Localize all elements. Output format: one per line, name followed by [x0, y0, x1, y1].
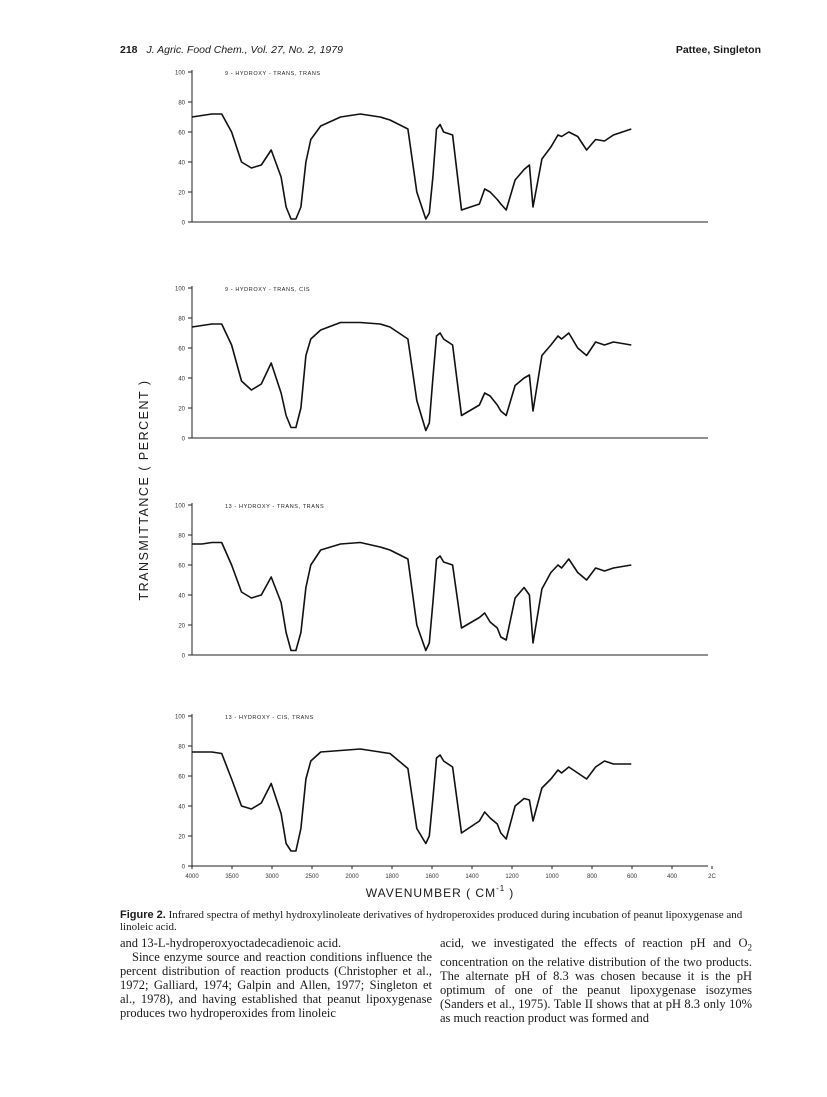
y-tick-label: 80: [178, 744, 185, 751]
figure-caption: [120, 909, 760, 933]
spectrum-title: 13 - HYDROXY - CIS, TRANS: [225, 715, 314, 721]
y-tick-label: 40: [178, 160, 185, 167]
spectrum-title: 9 - HYDROXY - TRANS, TRANS: [225, 71, 321, 77]
y-tick-label: 40: [178, 804, 185, 811]
y-tick-label: 60: [178, 346, 185, 353]
x-tick-label: 2000: [345, 874, 359, 880]
y-tick-label: 100: [174, 286, 185, 293]
y-tick-label: 0: [181, 653, 185, 660]
spectrum-panel: [175, 286, 708, 443]
y-tick-label: 60: [178, 130, 185, 137]
spectrum-trace: [192, 749, 631, 851]
x-axis-tick-labels: [185, 874, 716, 880]
paragraph: Since enzyme source and reaction conditions influence the percent distribution of reaction products (Christopher et al., 1972; Galliard, 1974; Galpin and Allen, 1977; Singleton et al., 1978), and having established that peanut lipoxygenase produces two hydroperoxides from linoleic: [120, 950, 432, 1020]
spectrum-trace: [192, 323, 631, 431]
y-tick-label: 20: [178, 406, 185, 413]
x-tick-label: 1200: [505, 874, 519, 880]
spectrum-trace: [192, 114, 631, 219]
body-column-left: [120, 936, 432, 1020]
spectrum-panel: [175, 70, 708, 227]
y-tick-label: 0: [181, 220, 185, 227]
x-tick-label: 1600: [425, 874, 439, 880]
x-axis-label: [366, 884, 514, 900]
paragraph: and 13-L-hydroperoxyoctadecadienoic acid.: [120, 936, 342, 950]
x-tick-label: 4000: [185, 874, 199, 880]
y-tick-label: 80: [178, 533, 185, 540]
x-axis-label-main: WAVENUMBER ( CM: [365, 886, 497, 900]
y-tick-label: 20: [178, 190, 185, 197]
x-tick-label: 2C: [708, 874, 716, 880]
y-tick-label: 100: [174, 503, 185, 510]
x-tick-label: 600: [626, 874, 638, 880]
subscript: 2: [747, 942, 752, 953]
y-tick-label: 100: [174, 70, 185, 77]
spectrum-trace: [192, 543, 631, 651]
body-column-right: [440, 936, 752, 1025]
spectra-panels: [175, 70, 712, 871]
x-axis-label-end: ): [509, 886, 515, 900]
caption-text: Infrared spectra of methyl hydroxylinoleate derivatives of hydroperoxides produced during incubation of peanut lipoxygenase and linoleic acid.: [120, 909, 743, 933]
x-axis-label-sup: -1: [496, 884, 506, 893]
x-tick-label: 1000: [545, 874, 559, 880]
page-number: 218: [120, 44, 138, 56]
y-tick-label: 80: [178, 316, 185, 323]
x-tick-label: 800: [586, 874, 598, 880]
caption-label: Figure 2.: [120, 909, 166, 921]
spectrum-panel: [175, 503, 708, 660]
paragraph-text: acid, we investigated the effects of reaction pH and O: [440, 936, 748, 950]
spectrum-title: 9 - HYDROXY - TRANS, CIS: [225, 287, 311, 293]
x-tick-label: 400: [666, 874, 678, 880]
y-tick-label: 40: [178, 593, 185, 600]
y-tick-label: 60: [178, 774, 185, 781]
journal-citation: J. Agric. Food Chem., Vol. 27, No. 2, 1979: [146, 44, 343, 56]
x-tick-label: 3500: [225, 874, 239, 880]
y-tick-label: 60: [178, 563, 185, 570]
y-axis-label: TRANSMITTANCE ( PERCENT ): [137, 379, 151, 601]
y-tick-label: 20: [178, 834, 185, 841]
spectrum-panel: [175, 714, 712, 871]
y-tick-label: 40: [178, 376, 185, 383]
y-tick-label: 100: [174, 714, 185, 721]
x-tick-label: 1800: [385, 874, 399, 880]
running-header-authors: Pattee, Singleton: [675, 44, 761, 56]
x-tick-label: 2500: [305, 874, 319, 880]
spectrum-title: 13 - HYDROXY - TRANS, TRANS: [225, 504, 325, 510]
paragraph-text: concentration on the relative distribution of the two products. The alternate pH of 8.3 was chosen because it is the pH optimum of one of the peanut lipoxygenase isozymes (Sanders et al., 1975). Table II shows that at pH 8.3 only 10% as much reaction product was formed and: [440, 954, 752, 1025]
y-tick-label: 80: [178, 100, 185, 107]
paragraph: [440, 936, 752, 1025]
y-tick-label: 0: [181, 864, 185, 871]
y-tick-label: 20: [178, 623, 185, 630]
x-tick-label: 1400: [465, 874, 479, 880]
x-tick-label: 3000: [265, 874, 279, 880]
y-tick-label: 0: [181, 436, 185, 443]
